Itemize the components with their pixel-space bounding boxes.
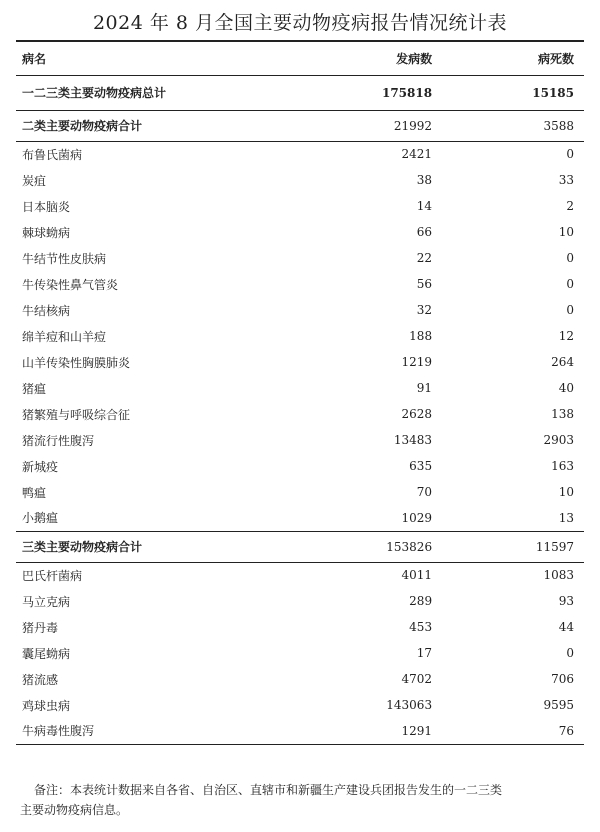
row-cases: 2628 [401,407,433,421]
grand-total-row [16,75,584,110]
row-name: 猪繁殖与呼吸综合征 [22,407,131,422]
row-name: 鸭瘟 [22,485,47,500]
row-name: 牛传染性鼻气管炎 [22,277,119,292]
table-row [16,453,584,479]
row-cases: 70 [416,485,433,499]
row-name: 猪瘟 [22,381,47,396]
row-deaths: 11597 [442,531,584,562]
row-name: 小鹅瘟 [16,505,321,531]
row-cases: 14 [416,199,433,213]
table-body [16,75,584,744]
table-row [16,271,584,297]
row-cases: 1219 [401,355,433,369]
row-cases: 38 [416,173,433,187]
row-deaths: 0 [566,147,574,162]
row-cases: 17 [416,646,433,660]
row-cases: 635 [409,459,433,473]
row-deaths: 0 [566,646,574,660]
row-cases: 4011 [401,568,433,583]
row-name: 牛结核病 [22,303,71,318]
row-cases: 1291 [321,718,442,744]
header-disease-name: 病名 [16,41,321,75]
row-deaths: 10 [558,225,574,239]
row-name: 日本脑炎 [22,199,71,214]
row-cases: 13483 [393,433,433,447]
row-deaths: 2 [566,199,574,213]
row-deaths: 10 [558,485,574,499]
row-deaths: 0 [566,251,574,265]
row-name: 囊尾蚴病 [22,646,71,661]
row-cases: 32 [416,303,433,317]
table-header-row [16,41,584,75]
table-row [16,718,584,744]
row-name: 牛病毒性腹泻 [16,718,321,744]
row-deaths: 76 [442,718,584,744]
row-name: 马立克病 [22,594,71,609]
table-row [16,297,584,323]
row-name: 二类主要动物疫病合计 [16,110,321,141]
row-cases: 22 [416,251,433,265]
row-deaths: 138 [551,407,574,421]
table-row [16,349,584,375]
row-name: 猪丹毒 [22,620,59,635]
table-row [16,692,584,718]
disease-statistics-table [16,40,584,745]
table-row [16,666,584,692]
footnote [20,780,574,820]
row-cases: 143063 [386,698,433,712]
row-deaths: 706 [551,672,574,686]
row-name: 棘球蚴病 [22,225,71,240]
row-name: 猪流感 [22,672,59,687]
table-row [16,479,584,505]
row-cases: 2421 [401,147,433,162]
header-deaths: 病死数 [442,41,584,75]
row-cases: 56 [416,277,433,291]
row-deaths: 93 [558,594,574,608]
row-deaths: 163 [551,459,574,473]
row-cases: 21992 [321,110,442,141]
row-deaths: 15185 [442,75,584,110]
row-deaths: 264 [551,355,574,369]
table-row [16,219,584,245]
row-deaths: 12 [558,329,574,343]
row-cases: 4702 [401,672,433,686]
row-cases: 1029 [321,505,442,531]
row-name: 猪流行性腹泻 [22,433,95,448]
row-name: 新城疫 [22,459,59,474]
table-row [16,193,584,219]
row-deaths: 9595 [543,698,574,712]
page-title: 2024 年 8 月全国主要动物疫病报告情况统计表 [92,12,508,34]
row-deaths: 0 [566,303,574,317]
table-row [16,323,584,349]
row-name: 三类主要动物疫病合计 [16,531,321,562]
row-name: 一二三类主要动物疫病总计 [16,75,321,110]
table-row [16,401,584,427]
row-name: 牛结节性皮肤病 [22,251,107,266]
row-deaths: 2903 [543,433,574,447]
row-deaths: 3588 [442,110,584,141]
table-row [16,640,584,666]
row-deaths: 13 [442,505,584,531]
table-row [16,588,584,614]
footnote-line-1: 备注：本表统计数据来自各省、自治区、直辖市和新疆生产建设兵团报告发生的一二三类 [34,783,503,797]
table-row [16,141,584,167]
row-name: 巴氏杆菌病 [22,568,83,583]
table-row [16,505,584,531]
row-deaths: 44 [558,620,574,634]
row-name: 炭疽 [22,173,47,188]
header-cases: 发病数 [321,41,442,75]
table-row [16,245,584,271]
row-cases: 453 [409,620,433,634]
row-deaths: 1083 [543,568,574,583]
table-row [16,562,584,588]
row-cases: 153826 [321,531,442,562]
row-deaths: 33 [558,173,574,187]
class3-subtotal-row [16,531,584,562]
row-name: 布鲁氏菌病 [22,147,83,162]
table-row [16,614,584,640]
row-deaths: 0 [566,277,574,291]
row-deaths: 40 [558,381,574,395]
row-cases: 188 [409,329,433,343]
row-name: 绵羊痘和山羊痘 [22,329,107,344]
row-name: 鸡球虫病 [22,698,71,713]
row-cases: 175818 [321,75,442,110]
row-cases: 289 [409,594,433,608]
class2-subtotal-row [16,110,584,141]
row-cases: 66 [416,225,433,239]
table-row [16,167,584,193]
table-row [16,427,584,453]
row-name: 山羊传染性胸膜肺炎 [22,355,131,370]
row-cases: 91 [416,381,433,395]
table-row [16,375,584,401]
footnote-line-2: 主要动物疫病信息。 [20,803,129,817]
